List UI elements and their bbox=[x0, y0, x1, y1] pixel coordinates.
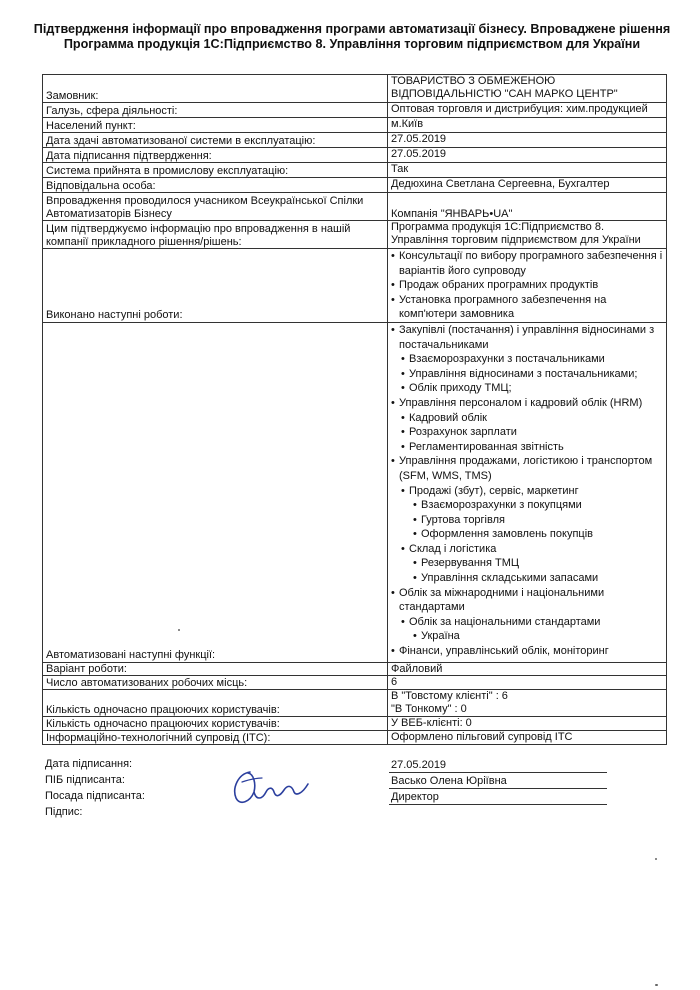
row-label-works: Виконано наступні роботи: bbox=[43, 249, 388, 323]
row-label-its: Інформаційно-технологічний супровід (ІТС): bbox=[43, 731, 388, 745]
signer-position-label: Посада підписанта: bbox=[45, 790, 145, 802]
row-value-workplaces: 6 bbox=[388, 676, 667, 690]
signer-position-value: Директор bbox=[389, 790, 607, 805]
function-item: • Закупівлі (постачання) і управління відносинами з постачальниками bbox=[391, 323, 663, 352]
works-item: • Консультації по вибору програмного забезпечення і варіантів його супроводу bbox=[391, 249, 663, 278]
function-item: • Фінанси, управлінський облік, моніторинг bbox=[391, 644, 663, 659]
signer-position-row bbox=[45, 790, 605, 806]
row-label-confirmation-date: Дата підписання підтвердження: bbox=[43, 148, 388, 163]
function-item: • Розрахунок зарплати bbox=[401, 425, 663, 440]
function-item: • Облік за міжнародними і національними стандартами bbox=[391, 586, 663, 615]
table-row bbox=[43, 118, 667, 133]
row-label-workplaces: Число автоматизованих робочих місць: bbox=[43, 676, 388, 690]
row-label-accepted: Система прийнята в промислову експлуатацію: bbox=[43, 163, 388, 178]
function-item: • Склад і логістика bbox=[401, 542, 663, 557]
table-row bbox=[43, 662, 667, 676]
row-value-responsible: Дедюхина Светлана Сергеевна, Бухгалтер bbox=[388, 178, 667, 193]
function-item: • Взаєморозрахунки з постачальниками bbox=[401, 352, 663, 367]
row-label-work-mode: Варіант роботи: bbox=[43, 662, 388, 676]
function-item: • Кадровий облік bbox=[401, 411, 663, 426]
function-item: • Облік приходу ТМЦ; bbox=[401, 381, 663, 396]
row-label-customer: Замовник: bbox=[43, 75, 388, 103]
row-value-users bbox=[388, 690, 667, 717]
scan-speck bbox=[655, 858, 657, 860]
function-item: • Облік за національними стандартами bbox=[401, 615, 663, 630]
table-row bbox=[43, 221, 667, 249]
function-item: • Управління персоналом і кадровий облік (HRM) bbox=[391, 396, 663, 411]
table-row bbox=[43, 148, 667, 163]
thin-client-users: "В Тонкому" : 0 bbox=[391, 702, 467, 715]
row-value-commissioning-date: 27.05.2019 bbox=[388, 133, 667, 148]
table-row bbox=[43, 178, 667, 193]
functions-list bbox=[391, 323, 663, 659]
function-item: • Резервування ТМЦ bbox=[413, 556, 663, 571]
table-row bbox=[43, 690, 667, 717]
function-item: • Управління відносинами з постачальниками; bbox=[401, 367, 663, 382]
works-list bbox=[391, 249, 663, 322]
row-value-customer: ТОВАРИСТВО З ОБМЕЖЕНОЮ ВІДПОВІДАЛЬНІСТЮ "САН МАРКО ЦЕНТР" bbox=[388, 75, 667, 103]
table-row bbox=[43, 717, 667, 731]
row-label-implementer: Впровадження проводилося учасником Всеукраїнської Спілки Автоматизаторів Бізнесу bbox=[43, 193, 388, 221]
row-value-web-users: У ВЕБ-клієнті: 0 bbox=[388, 717, 667, 731]
table-row bbox=[43, 322, 667, 662]
table-row bbox=[43, 103, 667, 118]
row-label-commissioning-date: Дата здачі автоматизованої системи в експлуатацію: bbox=[43, 133, 388, 148]
signer-name-label: ПІБ підписанта: bbox=[45, 774, 125, 786]
row-value-industry: Оптовая торговля и дистрибуция: хим.продукцией bbox=[388, 103, 667, 118]
function-item: • Оформлення замовлень покупців bbox=[413, 527, 663, 542]
function-item: • Управління продажами, логістикою і транспортом (SFM, WMS, TMS) bbox=[391, 454, 663, 483]
table-row bbox=[43, 731, 667, 745]
table-row bbox=[43, 133, 667, 148]
signer-name-row bbox=[45, 774, 605, 790]
function-item: • Взаєморозрахунки з покупцями bbox=[413, 498, 663, 513]
table-row bbox=[43, 193, 667, 221]
thick-client-users: В "Товстому клієнті" : 6 bbox=[391, 690, 508, 703]
handwritten-signature bbox=[228, 764, 318, 810]
row-value-functions bbox=[388, 322, 667, 662]
signing-date-label: Дата підписання: bbox=[45, 758, 133, 770]
works-item: • Установка програмного забезпечення на комп'ютери замовника bbox=[391, 293, 663, 322]
signing-date-value: 27.05.2019 bbox=[389, 758, 607, 773]
function-item: • Регламентированная звітність bbox=[401, 440, 663, 455]
row-label-responsible: Відповідальна особа: bbox=[43, 178, 388, 193]
table-row bbox=[43, 163, 667, 178]
signing-date-row bbox=[45, 758, 605, 774]
function-item: • Україна bbox=[413, 629, 663, 644]
row-label-users: Кількість одночасно працюючих користувачів: bbox=[43, 690, 388, 717]
signature-label: Підпис: bbox=[45, 806, 83, 818]
document-title: Підтвердження інформації про впровадження програми автоматизації бізнесу. Впроваджене рішення Программа продукція 1С:Підприємство 8. Управління торговим підприємством для України bbox=[33, 22, 671, 51]
row-value-implementer: Компанія "ЯНВАРЬ•UA" bbox=[388, 193, 667, 221]
table-row bbox=[43, 75, 667, 103]
row-label-solution: Цим підтверджуємо інформацію про впровадження в нашій компанії прикладного рішення/рішень: bbox=[43, 221, 388, 249]
confirmation-table bbox=[42, 74, 667, 745]
row-value-solution: Программа продукція 1С:Підприємство 8. Управління торговим підприємством для України bbox=[388, 221, 667, 249]
row-value-accepted: Так bbox=[388, 163, 667, 178]
function-item: • Продажі (збут), сервіс, маркетинг bbox=[401, 484, 663, 499]
table-row bbox=[43, 249, 667, 323]
works-item: • Продаж обраних програмних продуктів bbox=[391, 278, 663, 293]
row-label-industry: Галузь, сфера діяльності: bbox=[43, 103, 388, 118]
signing-block bbox=[45, 758, 605, 822]
row-label-web-users: Кількість одночасно працюючих користувачів: bbox=[43, 717, 388, 731]
scan-speck bbox=[178, 629, 180, 631]
row-value-city: м.Київ bbox=[388, 118, 667, 133]
signature-row bbox=[45, 806, 605, 822]
row-value-its: Оформлено пільговий супровід ІТС bbox=[388, 731, 667, 745]
table-row bbox=[43, 676, 667, 690]
row-label-functions: Автоматизовані наступні функції: bbox=[43, 322, 388, 662]
row-value-works bbox=[388, 249, 667, 323]
function-item: • Управління складськими запасами bbox=[413, 571, 663, 586]
row-value-work-mode: Файловий bbox=[388, 662, 667, 676]
row-label-city: Населений пункт: bbox=[43, 118, 388, 133]
row-value-confirmation-date: 27.05.2019 bbox=[388, 148, 667, 163]
function-item: • Гуртова торгівля bbox=[413, 513, 663, 528]
signer-name-value: Васько Олена Юріївна bbox=[389, 774, 607, 789]
scan-speck bbox=[655, 984, 658, 986]
